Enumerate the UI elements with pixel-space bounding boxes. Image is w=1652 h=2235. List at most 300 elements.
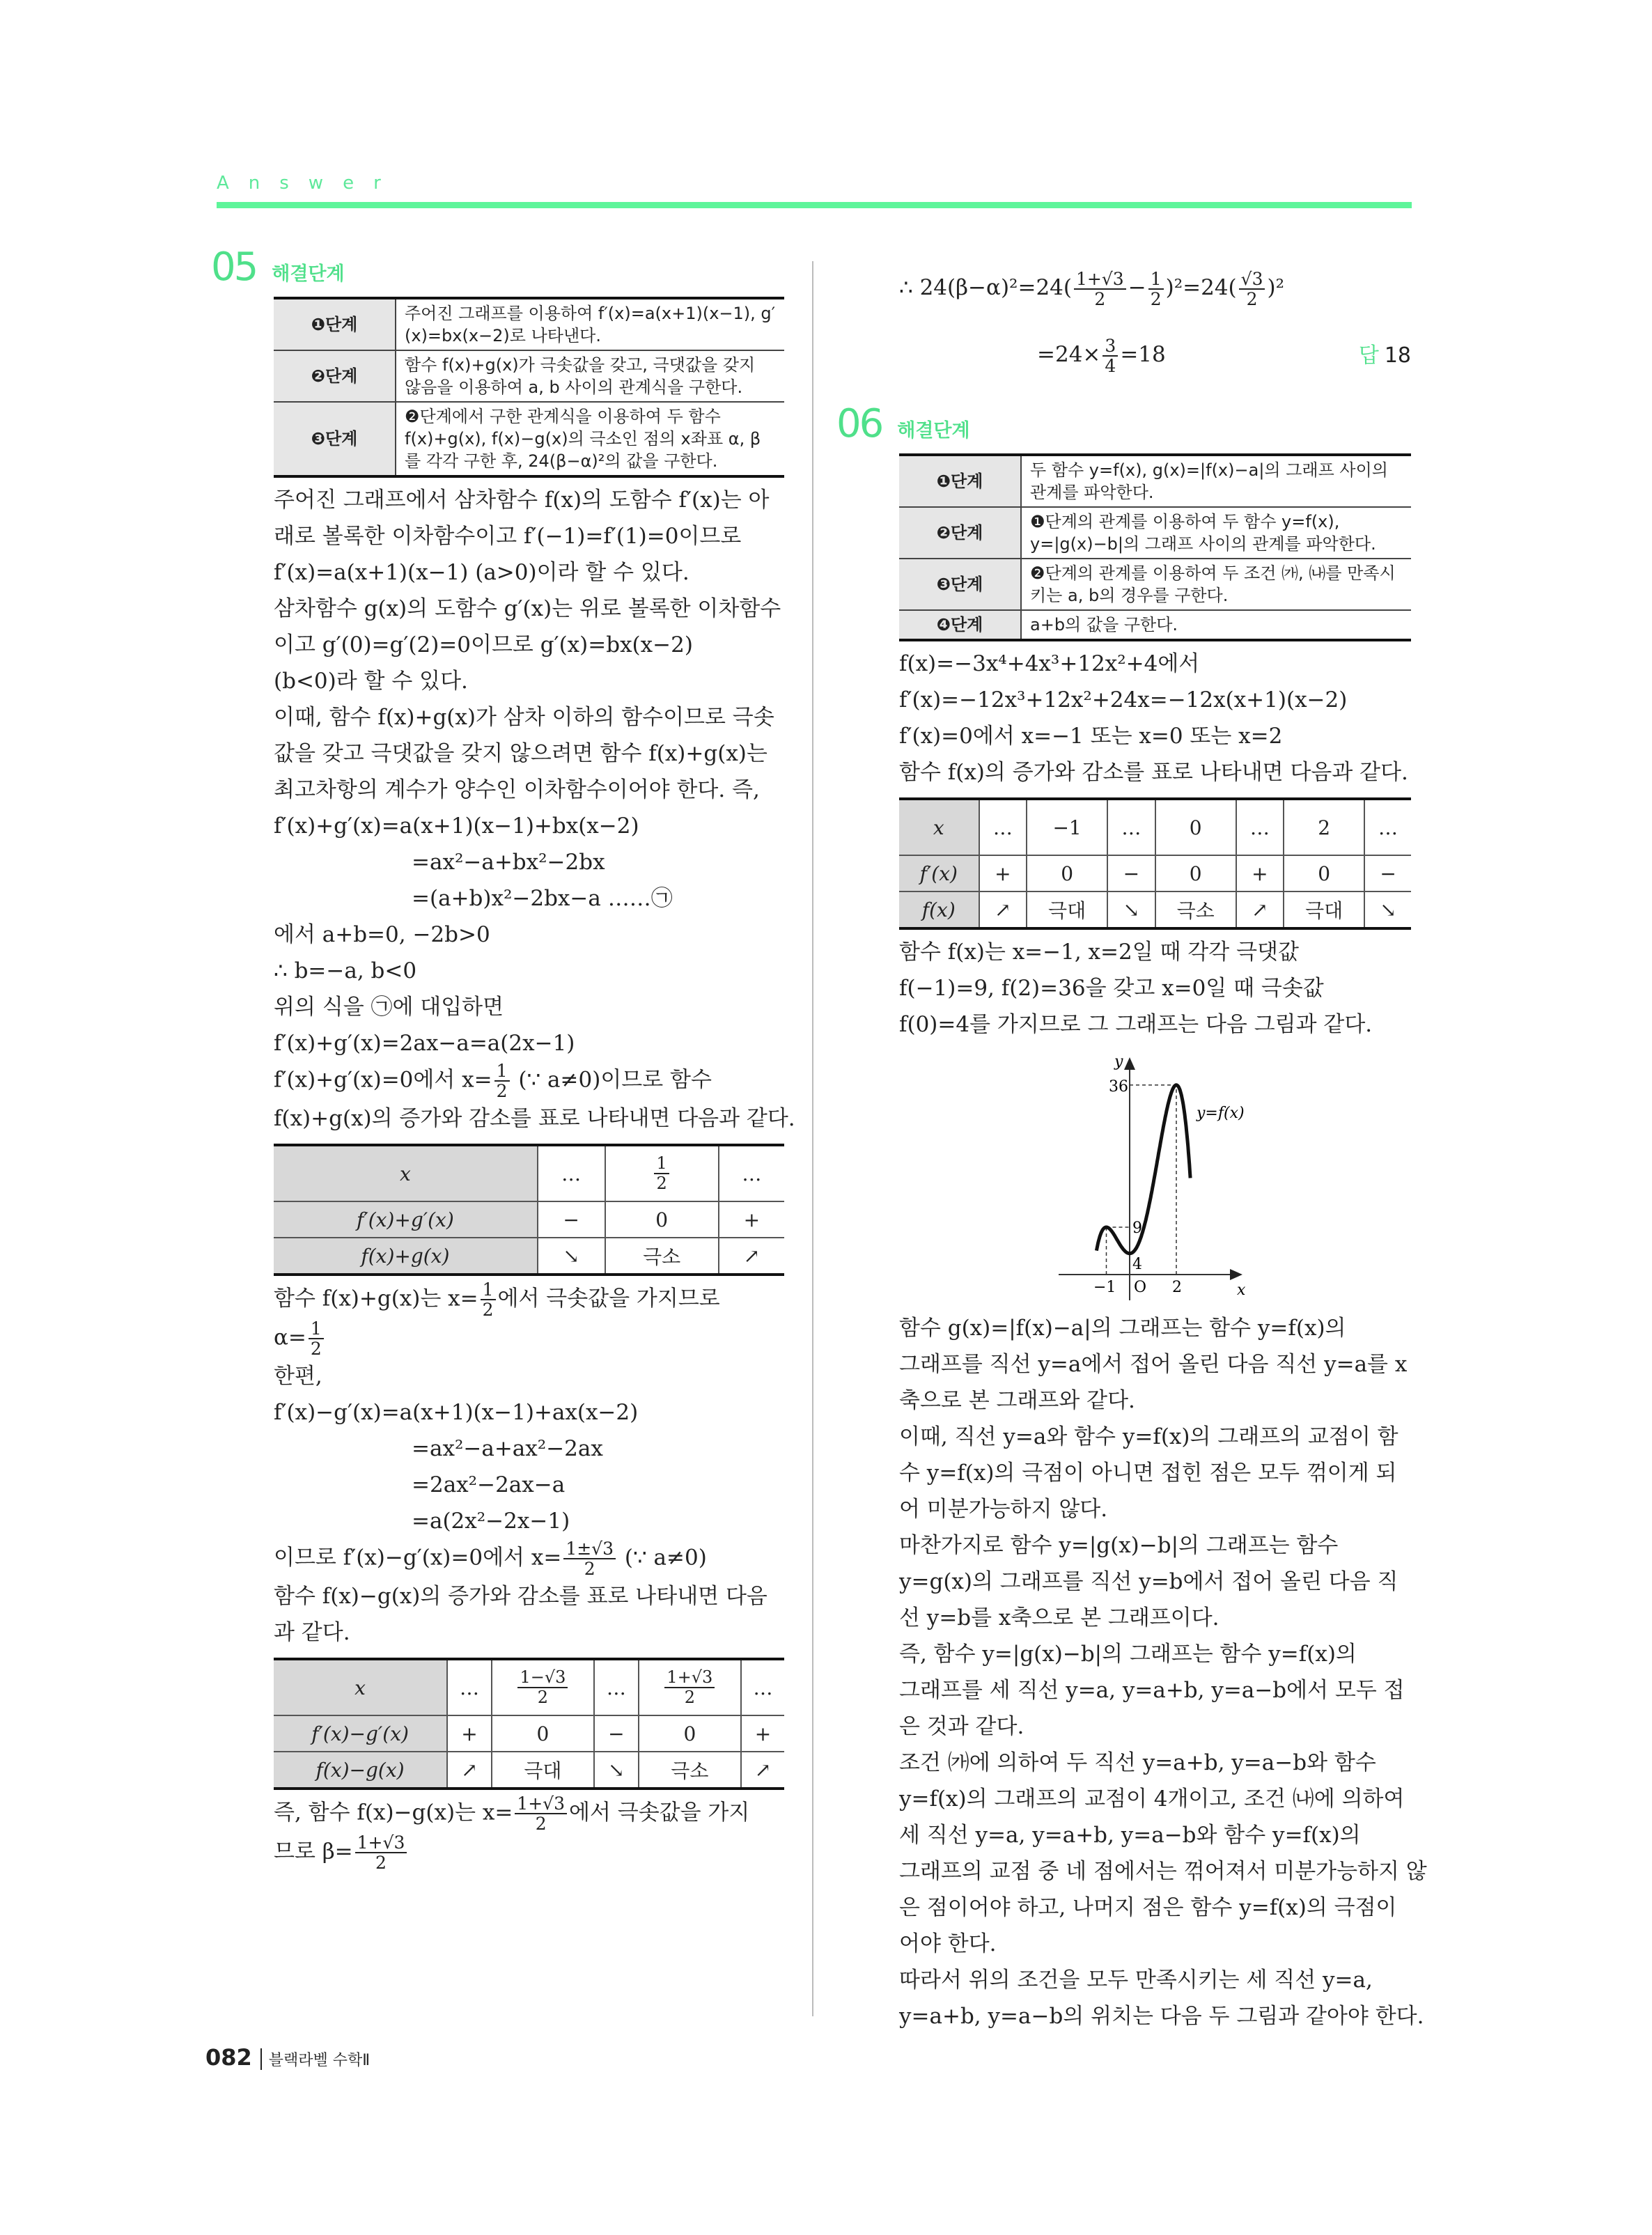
table-row <box>899 891 1411 928</box>
q05-answer <box>1359 338 1411 368</box>
text-line <box>899 682 1347 718</box>
step-row <box>899 559 1411 610</box>
text-segment: f(x)+g(x) <box>361 1244 450 1268</box>
text-segment: 은 것과 같다. <box>899 1714 1024 1739</box>
text-line <box>899 1527 1338 1564</box>
text-segment: 그래프를 세 직선 y=a, y=a+b, y=a−b에서 모두 접 <box>899 1678 1405 1703</box>
table-row <box>899 855 1411 891</box>
text-segment: x <box>354 1676 366 1699</box>
text-segment: 그래프를 직선 y=a에서 접어 올린 다음 직선 y=a를 x <box>899 1352 1408 1377</box>
text-segment: 2 <box>1318 816 1331 839</box>
text-line <box>274 518 741 554</box>
numerator: √3 <box>1239 270 1265 290</box>
table-cell <box>538 1145 605 1201</box>
q06-solution-part1 <box>899 646 1411 791</box>
text-segment: 극대 <box>1305 899 1343 922</box>
text-segment: 0 <box>655 1208 669 1231</box>
fraction <box>1239 270 1265 309</box>
text-segment: =ax²−a+ax²−2ax <box>412 1436 603 1461</box>
text-segment: … <box>753 1676 773 1699</box>
origin-label: O <box>1134 1279 1147 1296</box>
text-line <box>274 880 673 917</box>
table-cell <box>594 1752 639 1789</box>
table-cell <box>1027 799 1107 855</box>
text-segment: ↗ <box>743 1244 761 1268</box>
text-line <box>899 970 1324 1006</box>
text-line <box>899 321 1166 388</box>
text-line <box>274 482 769 518</box>
fraction <box>494 1061 510 1100</box>
text-segment: … <box>1249 816 1270 839</box>
table-cell <box>1236 799 1284 855</box>
text-segment: … <box>992 816 1013 839</box>
denominator: 2 <box>1150 288 1162 309</box>
text-line <box>899 1708 1024 1745</box>
text-segment: − <box>1380 862 1396 885</box>
text-segment: 0 <box>536 1722 550 1745</box>
step-row <box>899 610 1411 640</box>
table-cell <box>605 1201 719 1238</box>
text-segment: … <box>1121 816 1141 839</box>
text-segment: 극소 <box>671 1759 709 1782</box>
header-divider <box>217 202 1412 208</box>
step-row <box>274 402 784 476</box>
table-header-row <box>274 1145 784 1201</box>
fraction <box>517 1668 568 1707</box>
text-line <box>274 844 605 880</box>
text-line <box>274 1025 575 1061</box>
denominator: 2 <box>375 1853 387 1873</box>
text-line <box>899 1346 1407 1383</box>
text-segment: =2ax²−2ax−a <box>412 1472 566 1497</box>
text-segment: ↘ <box>1123 898 1140 921</box>
table-row <box>274 1752 784 1789</box>
table-cell <box>274 1238 538 1275</box>
text-segment: =24× <box>1037 342 1101 367</box>
table-cell <box>741 1659 784 1715</box>
text-segment: 0 <box>683 1722 696 1745</box>
denominator: 2 <box>482 1300 494 1320</box>
text-segment: 래로 볼록한 이차함수이고 f′(−1)=f′(1)=0이므로 <box>274 524 742 549</box>
step-description: 함수 f(x)+g(x)가 극솟값을 갖고, 극댓값을 갖지 않음을 이용하여 a, b 사이의 관계식을 구한다. <box>396 350 784 402</box>
denominator: 2 <box>1094 288 1106 309</box>
text-segment: 따라서 위의 조건을 모두 만족시키는 세 직선 y=a, <box>899 1968 1373 1993</box>
text-segment: 축으로 본 그래프와 같다. <box>899 1388 1135 1413</box>
text-line <box>899 1781 1404 1817</box>
step-label: ❸단계 <box>899 559 1021 610</box>
text-segment: f′(x)−g′(x)=a(x+1)(x−1)+ax(x−2) <box>274 1400 639 1425</box>
table-cell <box>274 1752 447 1789</box>
step-row <box>274 298 784 350</box>
numerator: 1 <box>654 1154 669 1174</box>
text-line <box>899 1817 1361 1853</box>
text-line <box>899 1745 1376 1781</box>
text-segment: =ax²−a+bx²−2bx <box>412 850 605 875</box>
text-line <box>899 1383 1135 1419</box>
numerator: 1+√3 <box>664 1668 715 1688</box>
text-segment: + <box>754 1722 772 1745</box>
text-segment: ↗ <box>461 1758 478 1782</box>
q06-variation-table <box>899 797 1411 930</box>
step-label: ❸단계 <box>274 402 396 476</box>
table-cell <box>447 1752 492 1789</box>
table-cell <box>492 1659 594 1715</box>
text-line <box>899 1636 1357 1672</box>
text-segment: 극소 <box>1176 899 1215 922</box>
text-line <box>899 1419 1398 1455</box>
step-description: ❷단계에서 구한 관계식을 이용하여 두 함수 f(x)+g(x), f(x)−g(x)의 극소인 점의 x좌표 α, β를 각각 구한 후, 24(β−α)²의 값을 구한다. <box>396 402 784 476</box>
denominator: 2 <box>310 1339 322 1359</box>
text-line <box>274 627 693 663</box>
fraction <box>355 1833 407 1872</box>
text-segment: f(−1)=9, f(2)=36을 갖고 x=0일 때 극솟값 <box>899 976 1324 1001</box>
text-line <box>274 1319 326 1358</box>
text-segment: 조건 ㈎에 의하여 두 직선 y=a+b, y=a−b와 함수 <box>899 1750 1376 1775</box>
step-label: ❷단계 <box>274 350 396 402</box>
text-line <box>274 1578 767 1614</box>
text-line <box>274 1358 322 1394</box>
table-cell <box>639 1715 741 1752</box>
curve-label: y=f(x) <box>1197 1105 1245 1122</box>
text-segment: 위의 식을 ㉠에 대입하면 <box>274 995 504 1020</box>
denominator: 2 <box>496 1081 508 1101</box>
text-segment: x <box>933 816 944 839</box>
text-segment: 므로 β= <box>274 1839 353 1864</box>
text-segment: 과 같다. <box>274 1620 350 1645</box>
numerator: 1−√3 <box>517 1668 568 1688</box>
text-segment: 한편, <box>274 1364 322 1389</box>
q06-solution-part2 <box>899 934 1411 1043</box>
table-cell <box>719 1238 784 1275</box>
text-segment: 함수 g(x)=|f(x)−a|의 그래프는 함수 y=f(x)의 <box>899 1316 1346 1341</box>
table-cell <box>447 1659 492 1715</box>
text-segment: 이때, 함수 f(x)+g(x)가 삼차 이하의 함수이므로 극솟 <box>274 705 774 730</box>
denominator: 2 <box>684 1688 695 1707</box>
text-segment: 에서 극솟값을 가지므로 <box>497 1286 720 1311</box>
answer-tag: 답 <box>1358 343 1379 368</box>
fraction <box>654 1154 669 1193</box>
fraction <box>481 1280 496 1319</box>
text-line <box>274 1061 712 1100</box>
text-line <box>274 1503 570 1539</box>
text-line <box>274 1539 707 1578</box>
text-segment: x <box>399 1162 411 1185</box>
q06-label: 해결단계 <box>897 420 970 442</box>
tick-minus-1: −1 <box>1093 1279 1116 1296</box>
text-segment: … <box>1378 816 1398 839</box>
denominator: 2 <box>1246 288 1258 309</box>
text-line <box>274 1833 409 1872</box>
table-cell <box>1027 855 1107 891</box>
q05-heading <box>211 245 784 290</box>
q05-solution-part3 <box>274 1794 784 1872</box>
text-line <box>274 1431 603 1467</box>
q06-graph <box>1045 1048 1288 1306</box>
x-axis-label: x <box>1237 1282 1246 1299</box>
table-cell <box>538 1238 605 1275</box>
table-cell <box>1155 855 1236 891</box>
text-segment: f(0)=4를 가지므로 그 그래프는 다음 그림과 같다. <box>899 1012 1373 1037</box>
table-header-row <box>899 799 1411 855</box>
y-axis-label: y <box>1114 1053 1123 1070</box>
fraction <box>309 1319 324 1358</box>
fraction <box>1074 270 1126 309</box>
numerator: 3 <box>1102 336 1118 357</box>
step-description: 두 함수 y=f(x), g(x)=|f(x)−a|의 그래프 사이의 관계를 파악한다. <box>1021 455 1411 507</box>
text-segment: + <box>461 1722 478 1745</box>
text-line <box>899 646 1199 682</box>
text-segment: f′(x)+g′(x)=2ax−a=a(2x−1) <box>274 1031 575 1056</box>
text-line <box>274 808 639 844</box>
text-segment: )²=24( <box>1165 275 1237 300</box>
table-cell <box>1236 855 1284 891</box>
numerator: 1±√3 <box>563 1539 616 1559</box>
table-cell <box>899 891 979 928</box>
text-segment: 극소 <box>643 1245 681 1268</box>
text-line <box>274 1794 749 1833</box>
table-cell <box>639 1752 741 1789</box>
table-cell <box>1236 891 1284 928</box>
table-cell <box>1364 855 1411 891</box>
table-row <box>274 1238 784 1275</box>
text-segment: ↗ <box>1252 898 1268 921</box>
text-segment: … <box>459 1676 479 1699</box>
text-line <box>899 1853 1427 1890</box>
fraction <box>1102 336 1118 375</box>
q06-steps-table <box>899 453 1411 641</box>
table-cell <box>274 1145 538 1201</box>
step-description: a+b의 값을 구한다. <box>1021 610 1411 640</box>
table-cell <box>1107 799 1155 855</box>
denominator: 2 <box>537 1688 549 1707</box>
text-segment: ↘ <box>563 1244 579 1268</box>
text-segment: − <box>563 1208 579 1231</box>
table-cell <box>274 1201 538 1238</box>
text-segment: 선 y=b를 x축으로 본 그래프이다. <box>899 1605 1219 1630</box>
step-row <box>899 455 1411 507</box>
numerator: 1 <box>1148 270 1164 290</box>
step-row <box>274 350 784 402</box>
text-segment: f(x)+g(x)의 증가와 감소를 표로 나타내면 다음과 같다. <box>274 1106 795 1131</box>
text-line <box>274 953 416 989</box>
step-label: ❹단계 <box>899 610 1021 640</box>
text-segment: =a(2x²−2x−1) <box>412 1509 570 1534</box>
table-cell <box>979 855 1027 891</box>
text-segment: ↘ <box>1380 898 1396 921</box>
text-segment: 어 미분가능하지 않다. <box>899 1497 1108 1522</box>
text-segment: (b<0)라 할 수 있다. <box>274 669 468 694</box>
table-cell <box>492 1752 594 1789</box>
tick-36: 36 <box>1109 1078 1128 1096</box>
text-segment: 삼차함수 g(x)의 도함수 g′(x)는 위로 볼록한 이차함수 <box>274 596 781 621</box>
numerator: 1 <box>309 1319 324 1339</box>
text-line <box>274 699 774 735</box>
q05-steps-table <box>274 297 784 478</box>
text-segment: 에서 극솟값을 가지 <box>569 1800 750 1825</box>
table-cell <box>979 891 1027 928</box>
text-segment: f′(x)+g′(x) <box>357 1208 454 1231</box>
column-divider <box>812 261 813 2016</box>
fraction <box>1148 270 1164 309</box>
text-line <box>899 718 1282 754</box>
right-column <box>836 254 1427 2034</box>
text-line <box>899 1006 1372 1043</box>
table-cell <box>639 1659 741 1715</box>
table-cell <box>1284 855 1364 891</box>
text-segment: y=a+b, y=a−b의 위치는 다음 두 그림과 같아야 한다. <box>899 2004 1424 2029</box>
text-segment: ↗ <box>754 1758 772 1782</box>
tick-9: 9 <box>1132 1220 1142 1237</box>
text-segment: 세 직선 y=a, y=a+b, y=a−b와 함수 y=f(x)의 <box>899 1823 1361 1848</box>
table-cell <box>979 799 1027 855</box>
table-cell <box>1364 799 1411 855</box>
text-segment: … <box>742 1162 762 1185</box>
text-segment: + <box>1252 862 1268 885</box>
text-segment: =(a+b)x²−2bx−a ……㉠ <box>412 886 673 911</box>
table-cell <box>1107 891 1155 928</box>
numerator: 1+√3 <box>515 1794 567 1814</box>
text-segment: 수 y=f(x)의 극점이 아니면 접힌 점은 모두 꺾이게 되 <box>899 1461 1397 1486</box>
text-segment: … <box>606 1676 626 1699</box>
text-line <box>274 1614 350 1651</box>
text-segment: 은 점이어야 하고, 나머지 점은 함수 y=f(x)의 극점이 <box>899 1895 1397 1920</box>
fraction <box>664 1668 715 1707</box>
table-cell <box>899 799 979 855</box>
text-segment: 어야 한다. <box>899 1931 997 1956</box>
text-segment: 함수 f(x)는 x=−1, x=2일 때 각각 극댓값 <box>899 940 1299 965</box>
text-segment: −1 <box>1052 816 1082 839</box>
q05-number: 05 <box>211 244 257 290</box>
text-line <box>899 934 1299 970</box>
text-line <box>274 1280 720 1319</box>
text-segment: 주어진 그래프에서 삼차함수 f(x)의 도함수 f′(x)는 아 <box>274 488 770 513</box>
text-line <box>899 1491 1107 1527</box>
text-segment: (∵ a≠0)이므로 함수 <box>511 1067 712 1093</box>
text-line <box>899 1600 1219 1636</box>
table-cell <box>1027 891 1107 928</box>
text-segment: f′(x)=a(x+1)(x−1) (a>0)이라 할 수 있다. <box>274 560 689 585</box>
text-segment: − <box>608 1722 625 1745</box>
table-cell <box>594 1659 639 1715</box>
table-cell <box>1284 891 1364 928</box>
step-label: ❷단계 <box>899 507 1021 559</box>
table-cell <box>274 1715 447 1752</box>
tick-4: 4 <box>1132 1256 1142 1273</box>
text-line <box>899 754 1408 791</box>
text-segment: 에서 a+b=0, −2b>0 <box>274 922 490 947</box>
denominator: 2 <box>535 1814 547 1834</box>
text-segment: 0 <box>1189 816 1202 839</box>
text-line <box>899 1455 1397 1491</box>
text-line <box>274 917 490 953</box>
text-segment: f′(x)=0에서 x=−1 또는 x=0 또는 x=2 <box>899 724 1283 749</box>
text-segment: 값을 갖고 극댓값을 갖지 않으려면 함수 f(x)+g(x)는 <box>274 741 767 766</box>
text-segment: ∴ b=−a, b<0 <box>274 958 417 983</box>
text-line <box>899 1672 1405 1708</box>
table-header-row <box>274 1659 784 1715</box>
table-cell <box>719 1201 784 1238</box>
text-line <box>274 989 504 1025</box>
answer-header: Answer <box>217 173 400 194</box>
table-cell <box>538 1201 605 1238</box>
text-segment: 최고차항의 계수가 양수인 이차함수이어야 한다. 즉, <box>274 777 760 802</box>
text-segment: ↗ <box>995 898 1011 921</box>
step-description: ❶단계의 관계를 이용하여 두 함수 y=f(x), y=|g(x)−b|의 그래프 사이의 관계를 파악한다. <box>1021 507 1411 559</box>
table-cell <box>741 1715 784 1752</box>
numerator: 1+√3 <box>355 1833 407 1853</box>
text-segment: 0 <box>1061 862 1074 885</box>
text-segment: α= <box>274 1325 306 1350</box>
step-label: ❶단계 <box>899 455 1021 507</box>
text-segment: f(x) <box>921 898 956 921</box>
text-segment: 즉, 함수 y=|g(x)−b|의 그래프는 함수 y=f(x)의 <box>899 1642 1357 1667</box>
tick-2: 2 <box>1172 1279 1182 1296</box>
q05-solution-part1 <box>274 482 795 1137</box>
step-description: ❷단계의 관계를 이용하여 두 조건 ㈎, ㈏를 만족시키는 a, b의 경우를 구한다. <box>1021 559 1411 610</box>
text-segment: 이므로 f′(x)−g′(x)=0에서 x= <box>274 1545 562 1571</box>
fraction <box>563 1539 616 1578</box>
text-segment: )² <box>1267 275 1285 300</box>
text-line <box>899 1962 1373 1998</box>
text-segment: 이고 g′(0)=g′(2)=0이므로 g′(x)=bx(x−2) <box>274 632 693 657</box>
table-row <box>274 1201 784 1238</box>
text-line <box>899 1890 1397 1926</box>
text-line <box>899 1998 1424 2034</box>
text-segment: 함수 f(x)−g(x)의 증가와 감소를 표로 나타내면 다음 <box>274 1584 767 1609</box>
step-row <box>899 507 1411 559</box>
table-cell <box>899 855 979 891</box>
text-segment: 이때, 직선 y=a와 함수 y=f(x)의 그래프의 교점이 함 <box>899 1424 1398 1449</box>
text-line <box>274 735 767 772</box>
table-cell <box>492 1715 594 1752</box>
text-line <box>274 1394 638 1431</box>
table-cell <box>605 1145 719 1201</box>
text-segment: − <box>1123 862 1140 885</box>
table-cell <box>447 1715 492 1752</box>
numerator: 1 <box>481 1280 496 1300</box>
text-line <box>274 1100 795 1137</box>
q06-number: 06 <box>836 401 882 446</box>
text-segment: 0 <box>1189 862 1202 885</box>
q06-heading <box>836 402 1411 446</box>
table-cell <box>1364 891 1411 928</box>
text-segment: f′(x)−g′(x) <box>311 1722 409 1745</box>
text-segment: 그래프의 교점 중 네 점에서는 꺾어져서 미분가능하지 않 <box>899 1859 1427 1884</box>
text-segment: f′(x)+g′(x)=0에서 x= <box>274 1067 492 1093</box>
text-segment: 0 <box>1318 862 1331 885</box>
denominator: 2 <box>584 1559 595 1579</box>
page-footer <box>205 2044 370 2071</box>
text-segment: 함수 f(x)의 증가와 감소를 표로 나타내면 다음과 같다. <box>899 760 1408 785</box>
answer-value: 18 <box>1384 343 1411 368</box>
q05-final-calc-wrap <box>899 254 1411 388</box>
q05-label: 해결단계 <box>272 263 345 285</box>
text-line <box>274 554 689 591</box>
text-segment: 함수 f(x)+g(x)는 x= <box>274 1286 478 1311</box>
text-segment: f′(x) <box>919 862 958 885</box>
table-cell <box>1155 891 1236 928</box>
book-title: 블랙라벨 수학Ⅱ <box>260 2048 370 2070</box>
step-description: 주어진 그래프를 이용하여 f′(x)=a(x+1)(x−1), g′(x)=bx(x−2)로 나타낸다. <box>396 298 784 350</box>
q06-solution-part3 <box>899 1310 1427 2034</box>
text-segment: =18 <box>1120 342 1166 367</box>
text-line <box>274 1467 565 1503</box>
text-segment: f(x)=−3x⁴+4x³+12x²+4에서 <box>899 651 1200 676</box>
table-cell <box>594 1715 639 1752</box>
text-segment: + <box>743 1208 761 1231</box>
numerator: 1 <box>494 1061 510 1082</box>
text-segment: (∵ a≠0) <box>618 1545 707 1571</box>
